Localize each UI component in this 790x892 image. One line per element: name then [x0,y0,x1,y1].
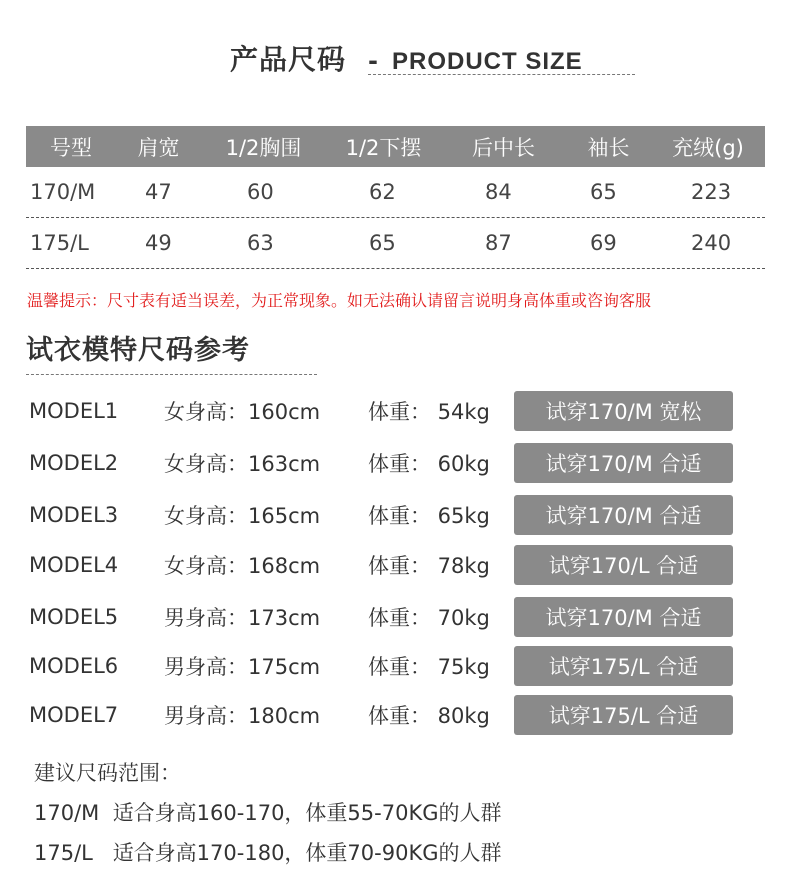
column-header: 1/2下摆 [345,135,422,160]
table-cell: 60 [247,180,274,204]
model-height: 女身高：168cm [164,554,321,578]
table-cell: 69 [590,231,617,255]
model-fit-badge: 试穿170/L 合适 [514,545,733,585]
model-row [29,391,733,431]
title-separator: - [368,47,378,75]
model-name: MODEL4 [29,553,119,577]
table-cell: 49 [145,231,172,255]
table-cell: 175/L [30,231,89,255]
model-height: 男身高：175cm [164,655,321,679]
size-table-header [26,126,765,167]
model-name: MODEL5 [29,605,119,629]
model-row [29,495,733,535]
title-underline [368,74,635,75]
model-fit-badge: 试穿170/M 宽松 [514,391,733,431]
model-row [29,597,733,637]
recommendation-size: 170/M [34,801,100,825]
table-cell: 87 [485,231,512,255]
model-fit-badge: 试穿170/M 合适 [514,597,733,637]
recommendation-size: 175/L [34,841,93,865]
model-fit-badge: 试穿170/M 合适 [514,495,733,535]
model-fit-badge: 试穿170/M 合适 [514,443,733,483]
recommendation-title: 建议尺码范围： [34,761,181,785]
model-fit-badge: 试穿175/L 合适 [514,695,733,735]
table-cell: 65 [590,180,617,204]
model-name: MODEL3 [29,503,119,527]
column-header: 袖长 [587,135,630,160]
model-weight: 体重： 54kg [368,400,490,424]
model-row [29,545,733,585]
model-weight: 体重： 70kg [368,606,490,630]
model-row [29,695,733,735]
table-cell: 170/M [30,180,96,204]
model-name: MODEL7 [29,703,119,727]
column-header: 号型 [50,135,92,160]
model-height: 女身高：160cm [164,400,321,424]
table-row [26,218,765,269]
model-weight: 体重： 65kg [368,504,490,528]
recommendation-item [34,837,502,867]
column-header: 后中长 [472,135,535,160]
title-english: PRODUCT SIZE [391,48,583,75]
size-table [26,126,765,269]
model-row [29,646,733,686]
model-weight: 体重： 60kg [368,452,490,476]
model-weight: 体重： 78kg [368,554,490,578]
model-height: 女身高：163cm [164,452,321,476]
model-name: MODEL6 [29,654,119,678]
model-height: 男身高：180cm [164,704,321,728]
table-cell: 63 [247,231,274,255]
size-notice: 温馨提示：尺寸表有适当误差，为正常现象。如无法确认请留言说明身高体重或咨询客服 [27,291,652,310]
table-row [26,167,765,218]
table-cell: 65 [369,231,396,255]
model-name: MODEL2 [29,451,119,475]
model-weight: 体重： 75kg [368,655,490,679]
page-title [230,38,583,78]
model-height: 男身高：173cm [164,606,321,630]
model-name: MODEL1 [29,399,119,423]
recommendation-text: 适合身高170-180，体重70-90KG的人群 [112,841,502,865]
title-chinese: 产品尺码 [230,43,347,76]
model-section-title: 试衣模特尺码参考 [26,335,250,366]
table-cell: 240 [691,231,732,255]
table-cell: 62 [369,180,396,204]
model-fit-badge: 试穿175/L 合适 [514,646,733,686]
model-title-underline [26,374,317,375]
recommendation-text: 适合身高160-170，体重55-70KG的人群 [112,801,502,825]
table-cell: 84 [485,180,512,204]
table-cell: 47 [145,180,172,204]
recommendation-item [34,797,502,827]
column-header: 充绒(g) [672,135,744,160]
model-weight: 体重： 80kg [368,704,490,728]
table-cell: 223 [691,180,732,204]
model-row [29,443,733,483]
column-header: 1/2胸围 [225,135,302,160]
model-height: 女身高：165cm [164,504,321,528]
column-header: 肩宽 [137,135,180,160]
